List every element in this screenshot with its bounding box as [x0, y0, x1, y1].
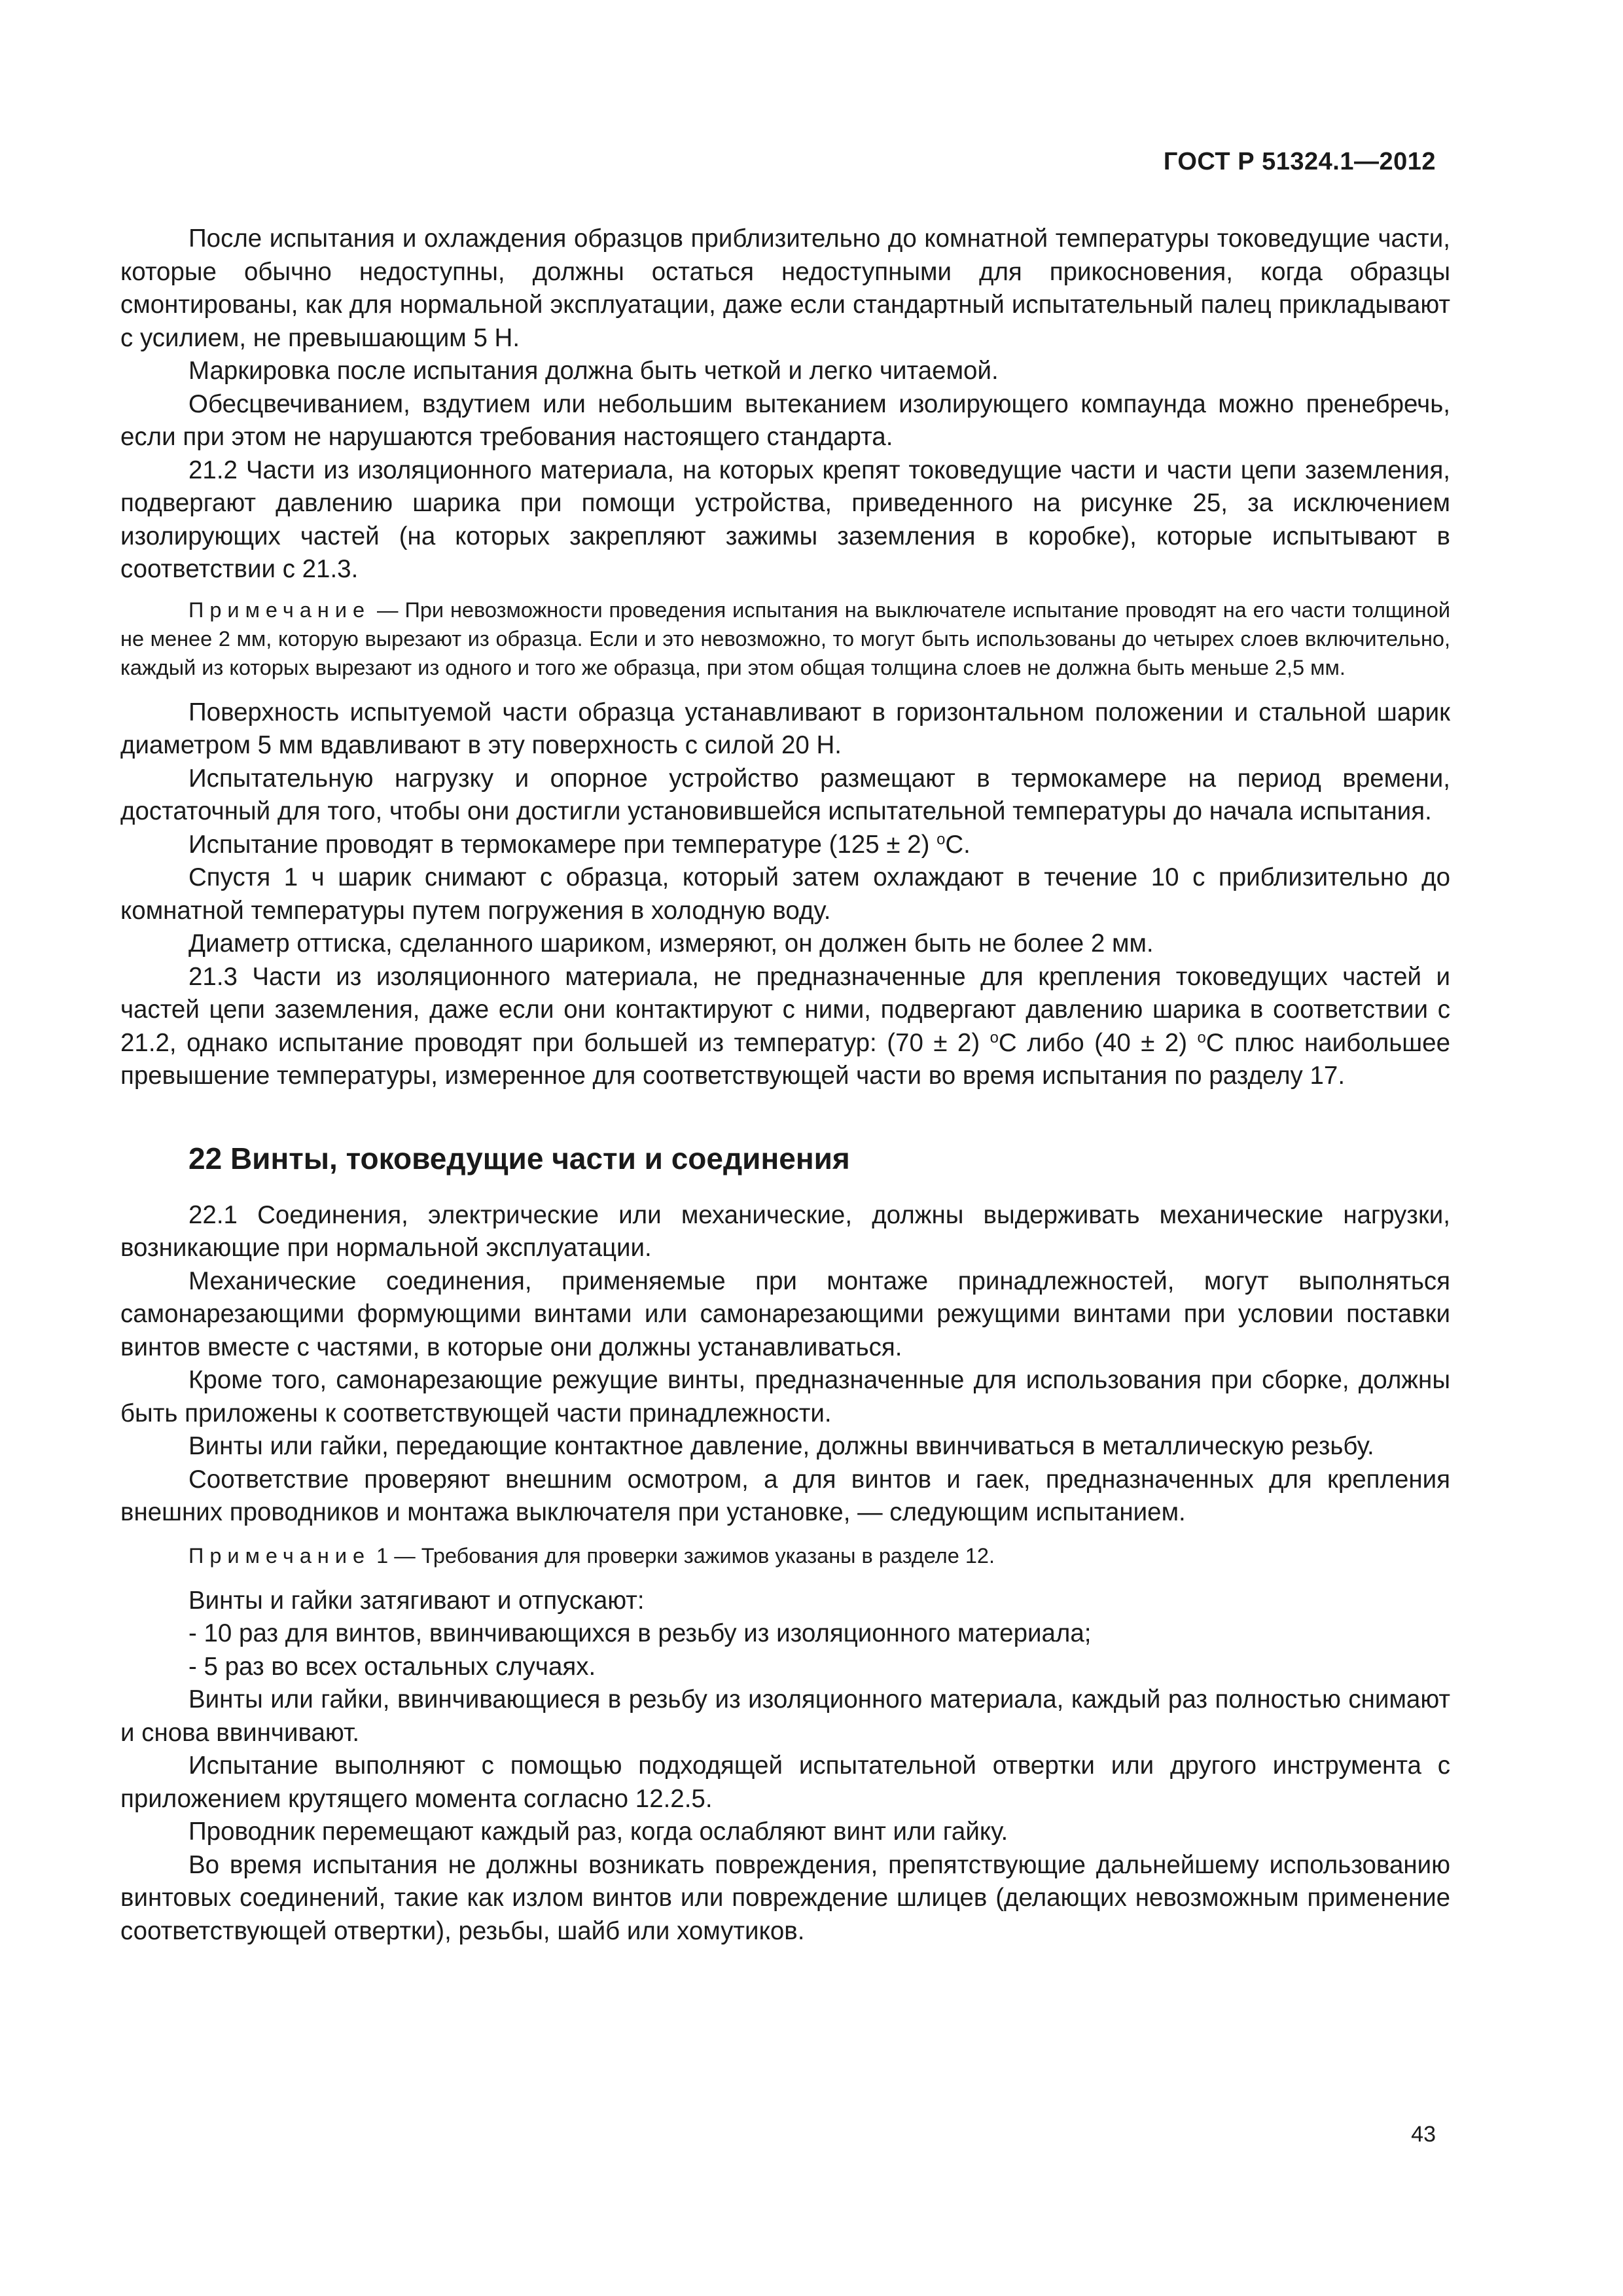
paragraph: Кроме того, самонарезающие режущие винты, предназначенные для использования при сборке, должны быть приложены к соответствующей части принадлежности.: [120, 1366, 1450, 1427]
paragraph: Во время испытания не должны возникать повреждения, препятствующие дальнейшему использованию винтовых соединений, такие как излом винтов или повреждение шлицев (делающих невозможным применение соответствующей отвертки), резьбы, шайб или хомутиков.: [120, 1850, 1450, 1945]
note-label: Примечание: [188, 598, 371, 622]
note: [120, 1541, 1450, 1570]
paragraph: Винты или гайки, ввинчивающиеся в резьбу из изоляционного материала, каждый раз полностью снимают и снова ввинчивают.: [120, 1685, 1450, 1747]
list-item: - 5 раз во всех остальных случаях.: [188, 1652, 596, 1681]
paragraph: Испытание выполняют с помощью подходящей испытательной отвертки или другого инструмента с приложением крутящего момента согласно 12.2.5.: [120, 1751, 1450, 1813]
paragraph: 21.2 Части из изоляционного материала, на которых крепят токоведущие части и части цепи заземления, подвергают давлению шарика при помощи устройства, приведенного на рисунке 25, за исключением изолирующих частей (на которых закрепляют зажимы заземления в коробке), которые испытывают в соответствии с 21.3.: [120, 456, 1450, 583]
document-header: ГОСТ Р 51324.1—2012: [1163, 148, 1436, 175]
paragraph-temperature: Испытание проводят в термокамере при температуре (125 ± 2) $^о$С.: [188, 830, 971, 859]
paragraph: Поверхность испытуемой части образца устанавливают в горизонтальном положении и стальной шарик диаметром 5 мм вдавливают в эту поверхность с силой 20 Н.: [120, 698, 1450, 759]
note-text: — При невозможности проведения испытания на выключателе испытание проводят на его части толщиной не менее 2 мм, которую вырезают из образца. Если и это невозможно, то могут быть использованы до четырех слоев включительно, каждый из которых вырезают из одного и того же образца, при этом общая толщина слоев не должна быть меньше 2,5 мм.: [120, 598, 1450, 679]
page-number: 43: [1411, 2122, 1436, 2147]
paragraph: Спустя 1 ч шарик снимают с образца, который затем охлаждают в течение 10 с приблизительно до комнатной температуры путем погружения в холодную воду.: [120, 863, 1450, 925]
paragraph: 22.1 Соединения, электрические или механические, должны выдерживать механические нагрузки, возникающие при нормальной эксплуатации.: [120, 1200, 1450, 1262]
paragraph: Проводник перемещают каждый раз, когда ослабляют винт или гайку.: [188, 1818, 1008, 1846]
note: [120, 596, 1450, 682]
note-text: 1 — Требования для проверки зажимов указаны в разделе 12.: [370, 1543, 995, 1568]
paragraph: Диаметр оттиска, сделанного шариком, измеряют, он должен быть не более 2 мм.: [188, 929, 1154, 958]
paragraph: Маркировка после испытания должна быть четкой и легко читаемой.: [188, 357, 999, 385]
paragraph: Испытательную нагрузку и опорное устройство размещают в термокамере на период времени, достаточный для того, чтобы они достигли установившейся испытательной температуры до начала испытания.: [120, 764, 1450, 825]
note-label: Примечание: [188, 1543, 371, 1568]
paragraph: Соответствие проверяют внешним осмотром, а для винтов и гаек, предназначенных для крепления внешних проводников и монтажа выключателя при установке, — следующим испытанием.: [120, 1465, 1450, 1526]
page-body: [120, 223, 1450, 1948]
list-item: - 10 раз для винтов, ввинчивающихся в резьбу из изоляционного материала;: [188, 1619, 1092, 1647]
paragraph-21-3: 21.3 Части из изоляционного материала, не предназначенные для крепления токоведущих частей и частей цепи заземления, даже если они контактируют с ними, подвергают давлению шарика в соответствии с 21.2, однако испытание проводят при большей из температур: (70 ± 2) $^о$С либо (40 ± 2) $^о$С плюс наибольшее превышение температуры, измеренное для соответствующей части во время испытания по разделу 17.: [120, 962, 1451, 1090]
paragraph: После испытания и охлаждения образцов приблизительно до комнатной температуры токоведущие части, которые обычно недоступны, должны остаться недоступными для прикосновения, когда образцы смонтированы, как для нормальной эксплуатации, даже если стандартный испытательный палец прикладывают с усилием, не превышающим 5 Н.: [120, 224, 1450, 352]
paragraph: Винты или гайки, передающие контактное давление, должны ввинчиваться в металлическую резьбу.: [188, 1432, 1374, 1460]
paragraph: Винты и гайки затягивают и отпускают:: [188, 1586, 645, 1615]
paragraph: Механические соединения, применяемые при монтаже принадлежностей, могут выполняться самонарезающими формующими винтами или самонарезающими режущими винтами при условии поставки винтов вместе с частями, в которые они должны устанавливаться.: [120, 1266, 1450, 1361]
paragraph: Обесцвечиванием, вздутием или небольшим вытеканием изолирующего компаунда можно пренебречь, если при этом не нарушаются требования настоящего стандарта.: [120, 389, 1450, 451]
section-heading: 22 Винты, токоведущие части и соединения: [188, 1141, 850, 1175]
